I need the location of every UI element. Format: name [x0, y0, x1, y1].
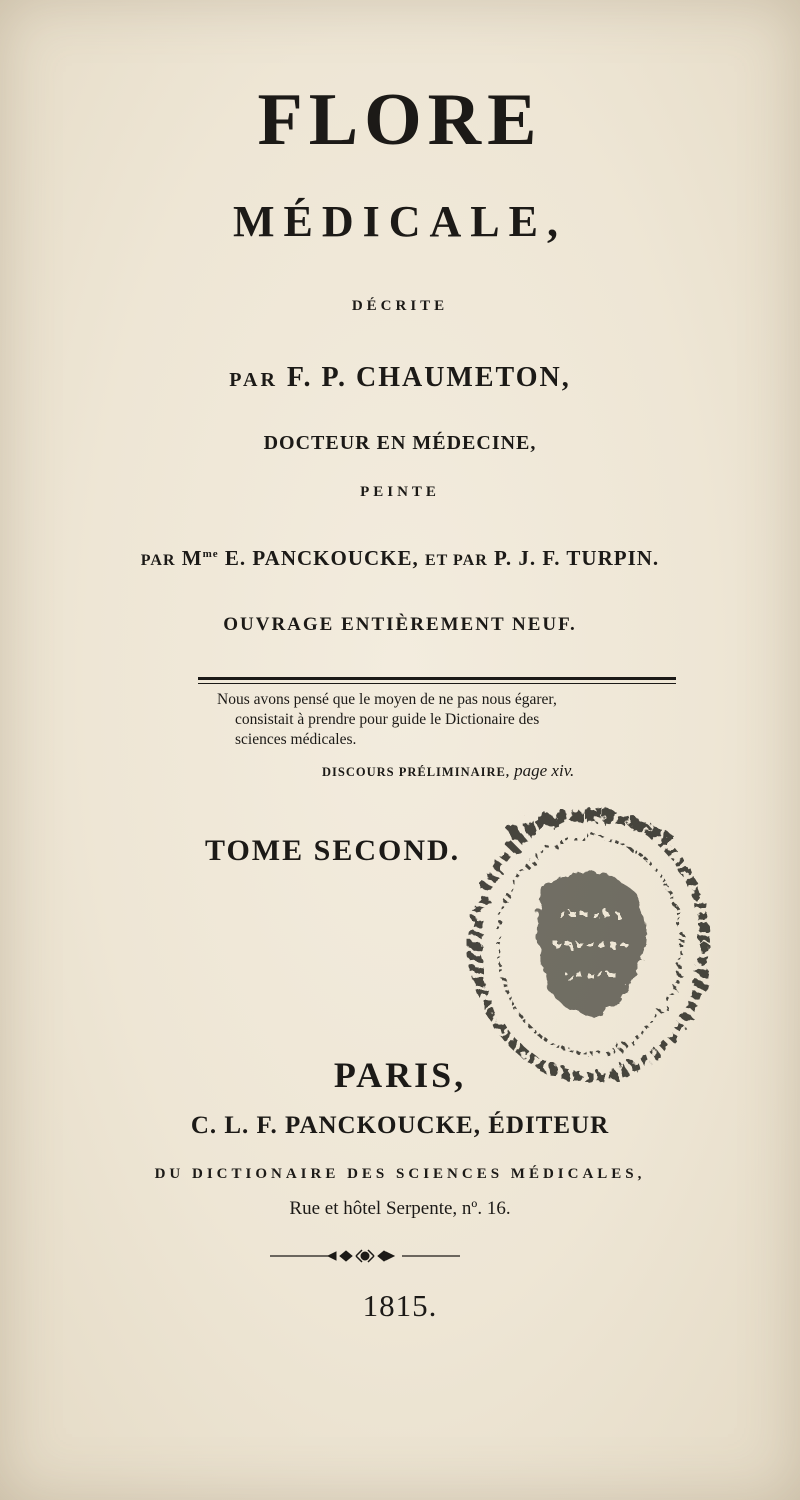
- painter1-title: M: [181, 546, 203, 570]
- epigraph-line-1: Nous avons pensé que le moyen de ne pas nous égarer,: [217, 691, 557, 708]
- publisher: C. L. F. PANCKOUCKE, ÉDITEUR: [190, 1112, 610, 1139]
- edition-note: OUVRAGE ENTIÈREMENT NEUF.: [223, 614, 577, 635]
- author-line: [0, 362, 800, 394]
- painter2-name: P. J. F. TURPIN.: [494, 546, 660, 570]
- author-prefix: PAR: [229, 369, 278, 391]
- publisher-address: Rue et hôtel Serpente, nº. 16.: [289, 1198, 511, 1219]
- epigraph-source: [322, 761, 574, 781]
- author-name: F. P. CHAUMETON,: [286, 362, 571, 393]
- ornament-divider: [270, 1244, 460, 1268]
- painters-line: [0, 546, 800, 571]
- library-stamp: [450, 795, 720, 1095]
- painters-prefix: PAR: [140, 552, 176, 569]
- book-title: FLORE: [257, 79, 543, 161]
- volume-label: TOME SECOND.: [205, 834, 461, 867]
- epigraph: [205, 690, 685, 750]
- epigraph-line-3: sciences médicales.: [235, 731, 357, 748]
- epigraph-source-title: DISCOURS PRÉLIMINAIRE,: [322, 765, 510, 779]
- painters-joiner: ET PAR: [425, 552, 488, 569]
- publisher-detail: DU DICTIONAIRE DES SCIENCES MÉDICALES,: [154, 1166, 646, 1182]
- book-subtitle: MÉDICALE,: [232, 197, 568, 246]
- described-label: DÉCRITE: [351, 298, 449, 314]
- painter1-name: E. PANCKOUCKE,: [224, 546, 419, 570]
- painted-label: PEINTE: [360, 484, 440, 500]
- divider-thick: [198, 677, 676, 680]
- publication-city: PARIS,: [333, 1055, 467, 1095]
- publication-year: 1815.: [362, 1288, 438, 1323]
- divider-thin: [198, 683, 676, 684]
- epigraph-source-page: page xiv.: [514, 761, 575, 780]
- painter1-title-sup: me: [202, 548, 219, 560]
- epigraph-line-2: consistait à prendre pour guide le Dictionaire des: [235, 711, 540, 728]
- author-degree: DOCTEUR EN MÉDECINE,: [263, 432, 537, 454]
